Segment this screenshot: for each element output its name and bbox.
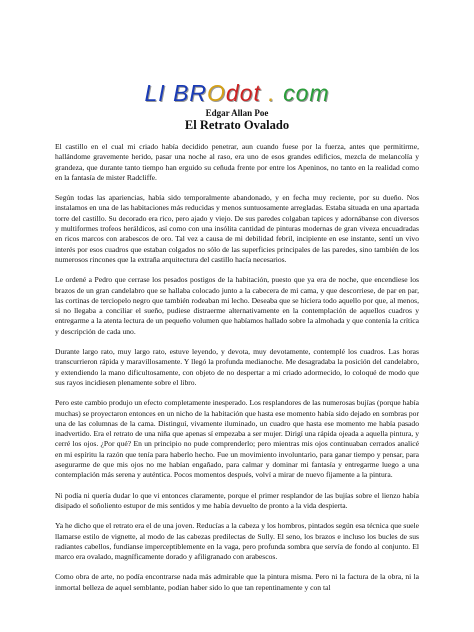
paragraph: Le ordené a Pedro que cerrase los pesados postigos de la habitación, puesto que ya era de noche, que encendiese los brazos de un gran candelabro que se hallaba colocado junto a la cabecera de mi cama, y que descorriese, de par en par, las cortinas de terciopelo negro que también rodeaban mi lecho. Deseaba que se hiciera todo aquello por que, al menos, si no llegaba a conciliar el sueño, pudiese distraerme alternativamente en la contemplación de aquellos cuadros y entregarme a la atenta lectura de un pequeño volumen que habíamos hallado sobre la almohada y que contenía la crítica y descripción de cada uno. bbox=[55, 275, 419, 336]
paragraph: Ni podía ni quería dudar lo que vi entonces claramente, porque el primer resplandor de las bujías sobre el lienzo había disipado el soñoliento estupor de mis sentidos y me había devuelto de pronto a la vida despierta. bbox=[55, 490, 419, 510]
logo-part-separator: . bbox=[260, 80, 284, 106]
logo-part-com: com bbox=[283, 80, 330, 106]
document-title: El Retrato Ovalado bbox=[184, 118, 290, 132]
author-name: Edgar Allan Poe bbox=[205, 108, 269, 118]
document-body bbox=[55, 142, 419, 603]
logo-part-br: BR bbox=[173, 80, 208, 106]
logo-part-li: LI bbox=[144, 80, 166, 106]
paragraph: Pero este cambio produjo un efecto completamente inesperado. Los resplandores de las numerosas bujías (porque había muchas) se proyectaron entonces en un nicho de la habitación que hasta ese momento había sido dejado en sombras por una de las columnas de la cama. Distinguí, vivamente iluminado, un cuadro que hasta ese momento me había pasado inadvertido. Era el retrato de una niña que apenas sí empezaba a ser mujer. Dirigí una rápida ojeada a aquella pintura, y cerré los ojos. ¿Por qué? En un principio no pude comprenderlo; pero mientras mis ojos continuaban cerrados analicé en mi espíritu la razón que tenía para haberlo hecho. Fue un movimiento involuntario, para ganar tiempo y pensar, para asegurarme de que mis ojos no me habían engañado, para calmar y dominar mi fantasía y entregarme luego a una contemplación más serena y auténtica. Pocos momentos después, volví a mirar de nuevo fijamente a la pintura. bbox=[55, 398, 419, 480]
paragraph: Ya he dicho que el retrato era el de una joven. Reducías a la cabeza y los hombros, pintados según esa técnica que suele llamarse estilo de vignette, al modo de las cabezas predilectas de Sully. El seno, los brazos e incluso los bucles de sus radiantes cabellos, fundíanse imperceptiblemente en la vaga, pero profunda sombra que servía de fondo al conjunto. El marco era ovalado, magníficamente dorado y afiligranado con arabescos. bbox=[55, 521, 419, 562]
logo-part-o: O bbox=[207, 80, 226, 106]
paragraph: Durante largo rato, muy largo rato, estuve leyendo, y devota, muy devotamente, contemplé los cuadros. Las horas transcurrieron rápida y maravillosamente. Y llegó la profunda medianoche. Me desagradaba la posición del candelabro, y extendiendo la mano dificultosamente, con objeto de no despertar a mi criado adormecido, lo coloqué de modo que sus rayos incidiesen plenamente sobre el libro. bbox=[55, 347, 419, 387]
paragraph: Como obra de arte, no podía encontrarse nada más admirable que la pintura misma. Pero ni la factura de la obra, ni la inmortal belleza de aquel semblante, podían haber sido lo que tan repentinamente y con tal bbox=[55, 572, 419, 592]
site-logo[interactable] bbox=[0, 80, 474, 106]
logo-part-dot: dot bbox=[225, 80, 261, 106]
paragraph: Según todas las apariencias, había sido temporalmente abandonado, y en fecha muy reciente, por su dueño. Nos instalamos en una de las habitaciones más reducidas y menos suntuosamente arregladas. Estaba situada en una apartada torre del castillo. Su decorado era rico, pero ajado y viejo. De sus paredes colgaban tapices y adornábanse con diversos y multiformes trofeos heráldicos, así como con una insólita cantidad de pinturas modernas de gran viveza encuadradas en ricos marcos con arabescos de oro. Tal vez a causa de mi debilidad febril, incipiente en ese instante, sentí un vivo interés por esos cuadros que estaban colgados no sólo de las superficies principales de las paredes, sino también de los numerosos rincones que la extraña arquitectura del castillo hacía necesarios. bbox=[55, 193, 419, 264]
paragraph: El castillo en el cual mi criado había decidido penetrar, aun cuando fuese por la fuerza, antes que permitirme, hallándome gravemente herido, pasar una noche al raso, era uno de esos grandes edificios, mezcla de melancolía y grandeza, que durante tanto tiempo han erguido su ceñuda frente por entre los Apeninos, no tanto en la realidad como en la fantasía de mister Radcliffe. bbox=[55, 142, 419, 182]
logo-part-space bbox=[166, 80, 173, 106]
